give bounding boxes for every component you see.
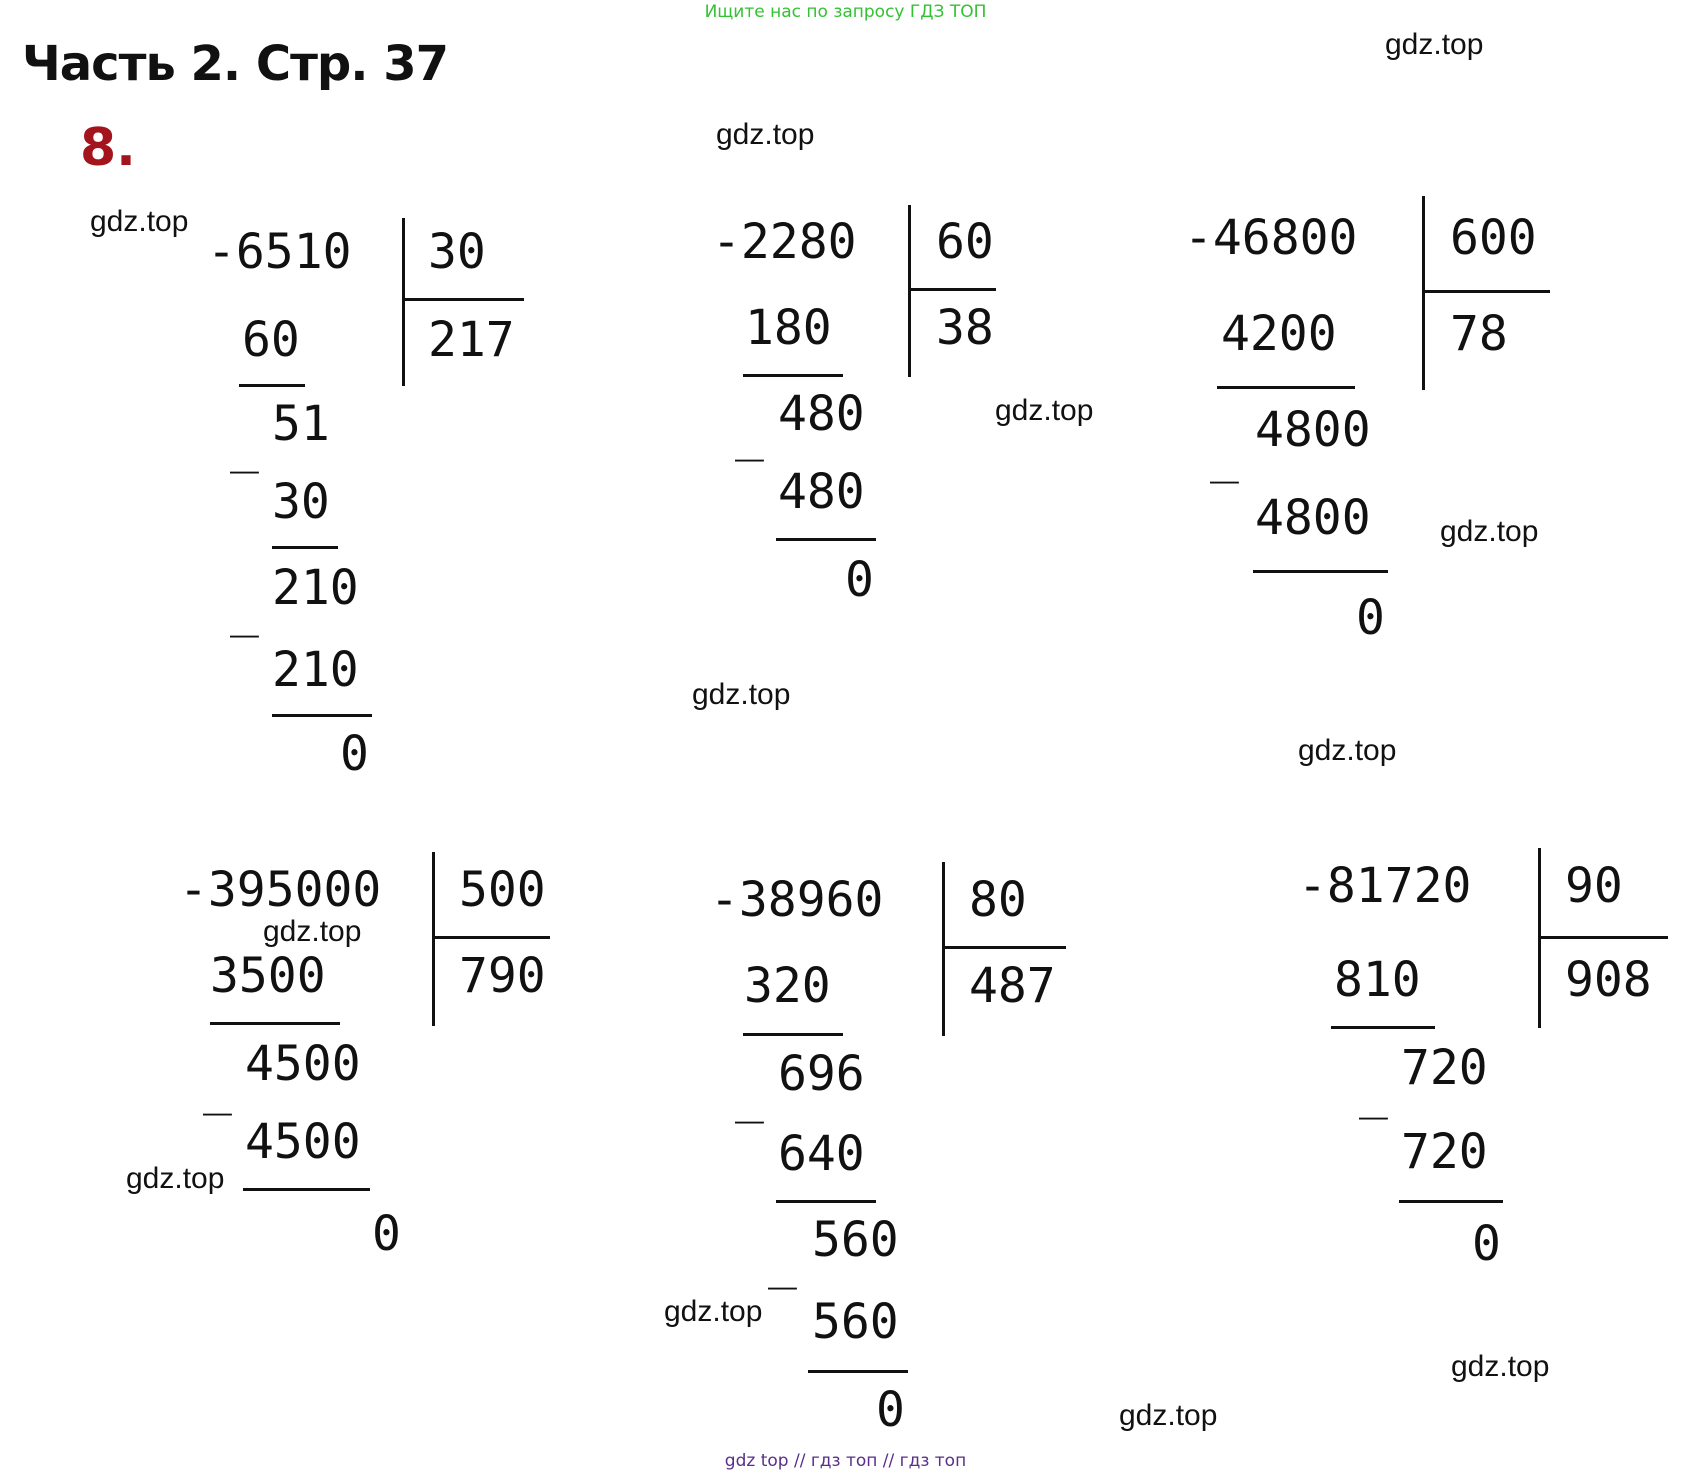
quotient: 908 bbox=[1565, 952, 1652, 1008]
division-bar-horizontal bbox=[402, 298, 524, 301]
step: 696 bbox=[778, 1046, 865, 1102]
step: 480 bbox=[778, 464, 865, 520]
step-underline bbox=[1399, 1200, 1503, 1203]
step-underline bbox=[1253, 570, 1388, 573]
step-underline bbox=[239, 384, 305, 387]
divisor: 600 bbox=[1450, 210, 1537, 266]
division-bar-horizontal bbox=[1538, 936, 1668, 939]
remainder: 0 bbox=[1472, 1216, 1501, 1272]
minus-sign: _ bbox=[735, 406, 764, 462]
watermark: gdz.top bbox=[1440, 515, 1539, 548]
watermark: gdz.top bbox=[263, 915, 362, 948]
step-underline bbox=[1217, 386, 1355, 389]
step-underline bbox=[743, 1033, 843, 1036]
watermark: gdz.top bbox=[716, 118, 815, 151]
division-bar-vertical bbox=[432, 852, 435, 1026]
watermark: gdz.top bbox=[1451, 1350, 1550, 1383]
step-underline bbox=[243, 1188, 370, 1191]
watermark: gdz.top bbox=[1119, 1399, 1218, 1432]
division-bar-horizontal bbox=[432, 936, 550, 939]
division-bar-vertical bbox=[1422, 196, 1425, 390]
step: 560 bbox=[812, 1294, 899, 1350]
minus-sign: _ bbox=[1210, 428, 1239, 484]
remainder: 0 bbox=[876, 1382, 905, 1438]
quotient: 790 bbox=[459, 948, 546, 1004]
step-underline bbox=[808, 1370, 908, 1373]
divisor: 60 bbox=[936, 214, 994, 270]
division-bar-horizontal bbox=[1422, 290, 1550, 293]
quotient: 217 bbox=[428, 312, 515, 368]
step-underline bbox=[743, 374, 843, 377]
dividend: -2280 bbox=[712, 214, 857, 270]
step-underline bbox=[272, 714, 372, 717]
footer-links: gdz top // гдз топ // гдз топ bbox=[724, 1451, 967, 1471]
dividend: -6510 bbox=[207, 224, 352, 280]
step: 30 bbox=[272, 474, 330, 530]
divisor: 30 bbox=[428, 224, 486, 280]
step: 4500 bbox=[245, 1114, 361, 1170]
divisor: 80 bbox=[969, 872, 1027, 928]
division-bar-horizontal bbox=[942, 946, 1066, 949]
step: 51 bbox=[272, 396, 330, 452]
remainder: 0 bbox=[372, 1206, 401, 1262]
watermark: gdz.top bbox=[90, 205, 189, 238]
remainder: 0 bbox=[1356, 590, 1385, 646]
step: 4800 bbox=[1255, 490, 1371, 546]
dividend: -81720 bbox=[1298, 858, 1472, 914]
minus-sign: _ bbox=[230, 582, 259, 638]
remainder: 0 bbox=[845, 552, 874, 608]
step: 640 bbox=[778, 1126, 865, 1182]
dividend: -395000 bbox=[179, 862, 382, 918]
step: 720 bbox=[1401, 1124, 1488, 1180]
minus-sign: _ bbox=[203, 1060, 232, 1116]
step: 4800 bbox=[1255, 402, 1371, 458]
step: 4500 bbox=[245, 1036, 361, 1092]
step-underline bbox=[272, 546, 338, 549]
step: 210 bbox=[272, 560, 359, 616]
dividend: -46800 bbox=[1184, 210, 1358, 266]
step: 320 bbox=[744, 958, 831, 1014]
step: 810 bbox=[1334, 952, 1421, 1008]
step: 560 bbox=[812, 1212, 899, 1268]
watermark: gdz.top bbox=[1385, 28, 1484, 61]
step: 3500 bbox=[210, 948, 326, 1004]
division-bar-vertical bbox=[942, 862, 945, 1036]
minus-sign: _ bbox=[1359, 1064, 1388, 1120]
step-underline bbox=[210, 1022, 340, 1025]
step-underline bbox=[776, 538, 876, 541]
division-bar-vertical bbox=[908, 205, 911, 377]
step: 480 bbox=[778, 386, 865, 442]
page-title: Часть 2. Стр. 37 bbox=[22, 36, 449, 92]
task-number: 8. bbox=[80, 118, 136, 178]
step: 720 bbox=[1401, 1040, 1488, 1096]
step: 180 bbox=[745, 300, 832, 356]
search-banner: Ищите нас по запросу ГДЗ ТОП bbox=[704, 2, 987, 22]
watermark: gdz.top bbox=[692, 678, 791, 711]
watermark: gdz.top bbox=[1298, 734, 1397, 767]
step: 210 bbox=[272, 642, 359, 698]
quotient: 487 bbox=[969, 958, 1056, 1014]
step-underline bbox=[1331, 1026, 1435, 1029]
step: 60 bbox=[242, 312, 300, 368]
divisor: 90 bbox=[1565, 858, 1623, 914]
minus-sign: _ bbox=[768, 1234, 797, 1290]
minus-sign: _ bbox=[735, 1068, 764, 1124]
divisor: 500 bbox=[459, 862, 546, 918]
step-underline bbox=[776, 1200, 876, 1203]
division-bar-horizontal bbox=[908, 288, 996, 291]
watermark: gdz.top bbox=[126, 1162, 225, 1195]
minus-sign: _ bbox=[230, 418, 259, 474]
step: 4200 bbox=[1221, 306, 1337, 362]
quotient: 78 bbox=[1450, 306, 1508, 362]
division-bar-vertical bbox=[402, 218, 405, 386]
quotient: 38 bbox=[936, 300, 994, 356]
watermark: gdz.top bbox=[664, 1295, 763, 1328]
remainder: 0 bbox=[340, 726, 369, 782]
dividend: -38960 bbox=[710, 872, 884, 928]
watermark: gdz.top bbox=[995, 394, 1094, 427]
